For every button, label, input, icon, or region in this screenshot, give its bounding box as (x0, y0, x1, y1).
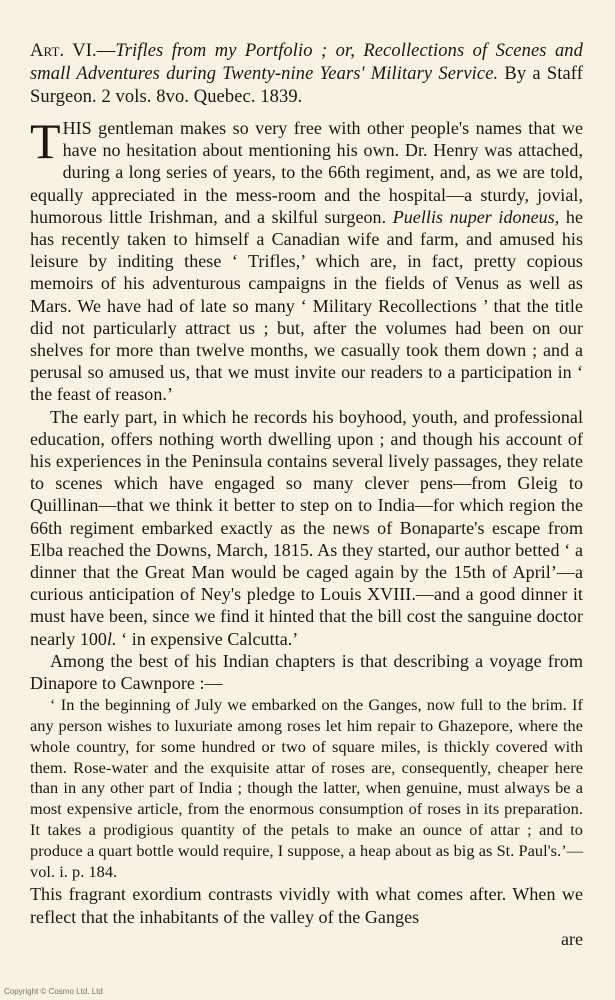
block-quote (30, 695, 583, 882)
header-dash: — (96, 41, 116, 61)
pound-abbrev: l. (106, 628, 117, 649)
paragraph-1 (30, 113, 583, 406)
paragraph-2 (30, 406, 583, 650)
paragraph-1-text-b: he has recently taken to himself a Canadian wife and farm, and amused his leisure by inditing these ‘ Trifles,’ which are, in fact, pretty copious memoirs of his adventurous campaigns in the fields of Venus as well as Mars. We have had of late so many ‘ Military Recollections ’ that the title did not particularly attract us ; but, after the volumes had been on our shelves for more than twelve months, we casually took them down ; and a perusal so amused us, that we must invite our readers to a participation in ‘ the feast of reason.’ (30, 206, 583, 405)
article-header (30, 40, 583, 109)
paragraph-3: Among the best of his Indian chapters is that describing a voyage from Dinapore to Cawnpore :— (30, 650, 583, 694)
paragraph-2-text-b: ‘ in expensive Calcutta.’ (116, 628, 299, 649)
drop-cap: T (30, 113, 61, 169)
opening-smallcaps: HIS (62, 118, 92, 138)
paragraph-4: This fragrant exordium contrasts vividly with what comes after. When we reflect that the inhabitants of the valley of the Ganges (30, 884, 583, 927)
latin-phrase: Puellis nuper idoneus, (392, 206, 560, 227)
book-title: Trifles from my Portfolio ; or, Recollections of Scenes and small Adventures during Twenty-nine Years' Military Service. (30, 41, 583, 84)
copyright-notice: Copyright © Cosmo Ltd. Ltd (4, 987, 103, 996)
article-body (30, 113, 583, 950)
article-number: Art. VI. (30, 41, 97, 61)
catchword: are (561, 928, 583, 949)
book-details: By a Staff Surgeon. 2 vols. 8vo. Quebec. 1839. (30, 64, 583, 107)
quote-text: ‘ In the beginning of July we embarked on the Ganges, now full to the brim. If any person wishes to luxuriate among roses let him repair to Ghazepore, where the whole country, for some hundred or two of square miles, is thickly covered with them. Rose-water and the exquisite attar of roses are, consequently, cheaper here than in any other part of India ; though the latter, when genuine, must always be a most expensive article, from the enormous consumption of roses in its preparation. It takes a prodigious quantity of the petals to make an ounce of attar ; and to produce a quart bottle would require, I suppose, a heap about as big as St. Paul's.’—vol. i. p. 184. (30, 695, 583, 881)
paragraph-2-text-a: The early part, in which he records his boyhood, youth, and professional education, offers nothing worth dwelling upon ; and though his account of his experiences in the Peninsula contains several lively passages, they relate to scenes which have engaged so many clever pens—from Gleig to Quillinan—that we think it better to step on to India—for which region the 66th regiment embarked exactly as the news of Bonaparte's escape from Elba reached the Downs, March, 1815. As they started, our author betted ‘ a dinner that the Great Man would be caged again by the 15th of April’—a curious anticipation of Ney's pledge to Louis XVIII.—and a good dinner it must have been, since we find it hinted that the bill cost the sanguine doctor nearly 100 (30, 406, 583, 649)
paragraph-1-text-a: gentleman makes so very free with other people's names that we have no hesitation about mentioning his own. Dr. Henry was attached, during a long series of years, to the 66th regiment, and, as we are told, equally appreciated in the mess-room and the hospital—a sturdy, jovial, humorous little Irishman, and a skilful surgeon. (30, 118, 583, 227)
